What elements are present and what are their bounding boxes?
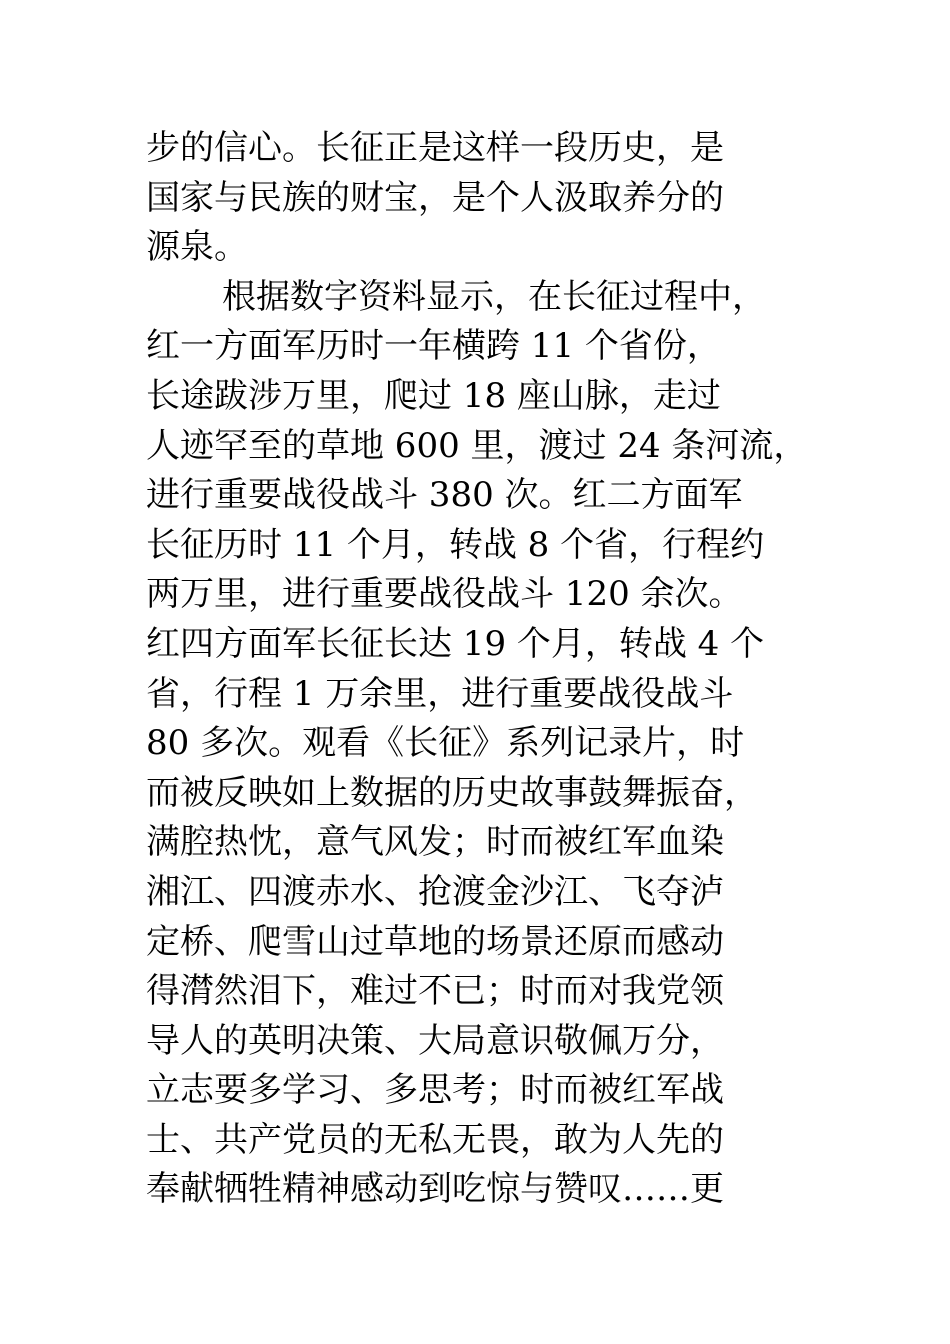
text-line: 长征历时 11 个月，转战 8 个省，行程约 [146, 524, 765, 565]
text-line: 人迹罕至的草地 600 里，渡过 24 条河流， [146, 425, 808, 466]
text-line: 得潸然泪下，难过不已；时而对我党领 [146, 971, 724, 1012]
text-line: 导人的英明决策、大局意识敬佩万分， [146, 1020, 724, 1061]
text-line: 红四方面军长征长达 19 个月，转战 4 个 [146, 623, 765, 664]
text-line: 立志要多学习、多思考；时而被红军战 [146, 1070, 724, 1111]
text-line: 满腔热忱，意气风发；时而被红军血染 [146, 822, 724, 863]
text-line: 长途跋涉万里，爬过 18 座山脉，走过 [146, 375, 721, 416]
body-text [146, 124, 846, 1215]
text-line: 士、共产党员的无私无畏，敢为人先的 [146, 1119, 724, 1160]
text-line: 进行重要战役战斗 380 次。红二方面军 [146, 475, 743, 516]
text-line: 红一方面军历时一年横跨 11 个省份， [146, 326, 721, 367]
text-line: 定桥、爬雪山过草地的场景还原而感动 [146, 921, 724, 962]
text-line: 步的信心。长征正是这样一段历史，是 [146, 128, 724, 168]
text-line: 而被反映如上数据的历史故事鼓舞振奋， [146, 772, 758, 813]
text-line: 省，行程 1 万余里，进行重要战役战斗 [146, 673, 734, 714]
text-line: 湘江、四渡赤水、抢渡金沙江、飞夺泸 [146, 871, 724, 912]
text-line: 80 多次。观看《长征》系列记录片，时 [146, 723, 745, 764]
text-line: 国家与民族的财宝，是个人汲取养分的 [146, 177, 724, 218]
paragraph-first-line: 根据数字资料显示，在长征过程中， [222, 276, 766, 317]
text-line: 源泉。 [146, 227, 248, 268]
text-line: 两万里，进行重要战役战斗 120 余次。 [146, 574, 743, 615]
text-line: 奉献牺牲精神感动到吃惊与赞叹……更 [146, 1169, 724, 1210]
